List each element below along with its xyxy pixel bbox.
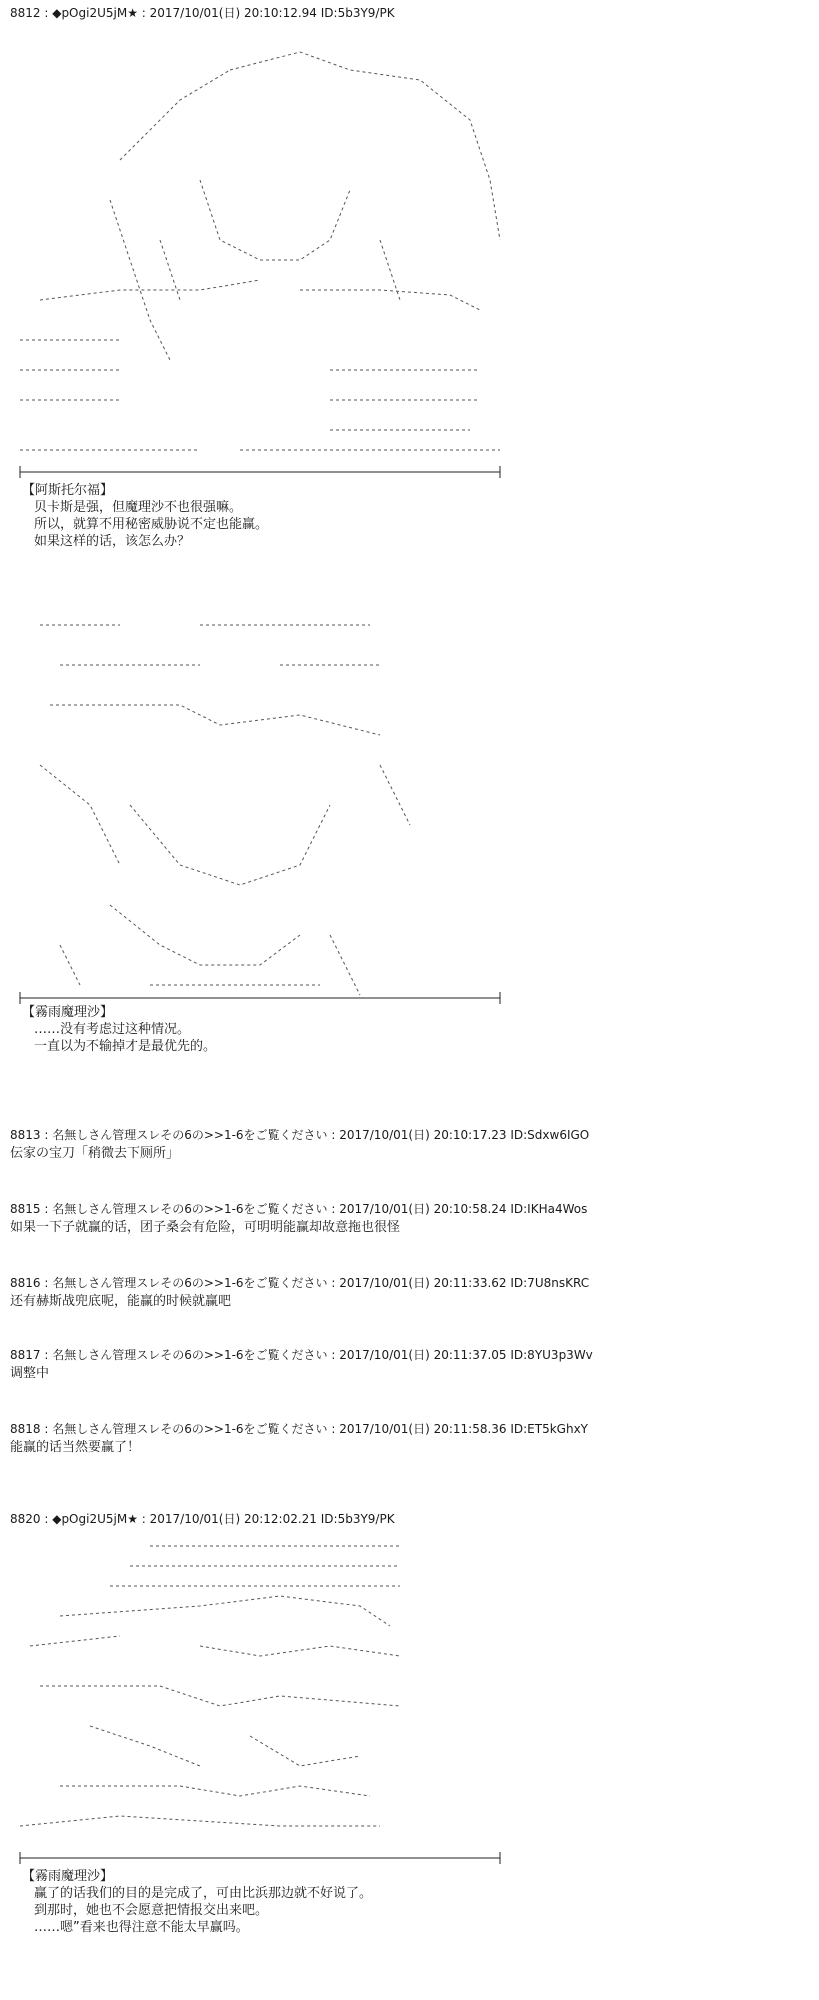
dialogue-line: 到那时，她也不会愿意把情报交出来吧。 — [34, 1903, 269, 1918]
dialogue-line: 贝卡斯是强，但魔理沙不也很强嘛。 — [34, 500, 243, 515]
dialogue-line: ……嗯”看来也得注意不能太早赢吗。 — [34, 1920, 249, 1935]
post-header-8812: 8812 : ◆pOgi2U5jM★ : 2017/10/01(日) 20:10:12.94 ID:5b3Y9/PK — [10, 6, 395, 20]
speaker-label: 【霧雨魔理沙】 — [22, 1005, 114, 1020]
post-text: 能赢的话当然要赢了！ — [10, 1440, 141, 1455]
post-header-8818: 8818 : 名無しさん管理スレその6の>>1-6をご覧ください : 2017/10/01(日) 20:11:58.36 ID:ET5kGhxY — [10, 1422, 589, 1436]
speaker-label: 【阿斯托尔福】 — [22, 483, 114, 498]
post-text: 还有赫斯战兜底呢，能赢的时候就赢吧 — [10, 1294, 232, 1309]
post-header-8817: 8817 : 名無しさん管理スレその6の>>1-6をご覧ください : 2017/10/01(日) 20:11:37.05 ID:8YU3p3Wv — [10, 1348, 593, 1362]
speaker-label: 【霧雨魔理沙】 — [22, 1869, 114, 1884]
post-text: 如果一下子就赢的话，团子桑会有危险，可明明能赢却故意拖也很怪 — [10, 1220, 401, 1235]
ascii-art-1 — [0, 40, 819, 480]
post-text: 调整中 — [10, 1366, 50, 1381]
ascii-art-2 — [0, 605, 819, 1005]
dialogue-line: ……没有考虑过这种情况。 — [34, 1022, 191, 1037]
dialogue-line: 赢了的话我们的目的是完成了，可由比浜那边就不好说了。 — [34, 1886, 373, 1901]
dialogue-line: 一直以为不输掉才是最优先的。 — [34, 1039, 217, 1054]
post-header-8816: 8816 : 名無しさん管理スレその6の>>1-6をご覧ください : 2017/10/01(日) 20:11:33.62 ID:7U8nsKRC — [10, 1276, 590, 1290]
dialogue-line: 所以，就算不用秘密威胁说不定也能赢。 — [34, 517, 269, 532]
post-header-8820: 8820 : ◆pOgi2U5jM★ : 2017/10/01(日) 20:12:02.21 ID:5b3Y9/PK — [10, 1512, 395, 1526]
post-header-8813: 8813 : 名無しさん管理スレその6の>>1-6をご覧ください : 2017/10/01(日) 20:10:17.23 ID:Sdxw6IGO — [10, 1128, 590, 1142]
post-text: 伝家の宝刀「稍微去下厕所」 — [10, 1146, 180, 1161]
dialogue-line: 如果这样的话，该怎么办？ — [34, 534, 191, 549]
post-header-8815: 8815 : 名無しさん管理スレその6の>>1-6をご覧ください : 2017/10/01(日) 20:10:58.24 ID:IKHa4Wos — [10, 1202, 588, 1216]
ascii-art-3 — [0, 1536, 819, 1866]
